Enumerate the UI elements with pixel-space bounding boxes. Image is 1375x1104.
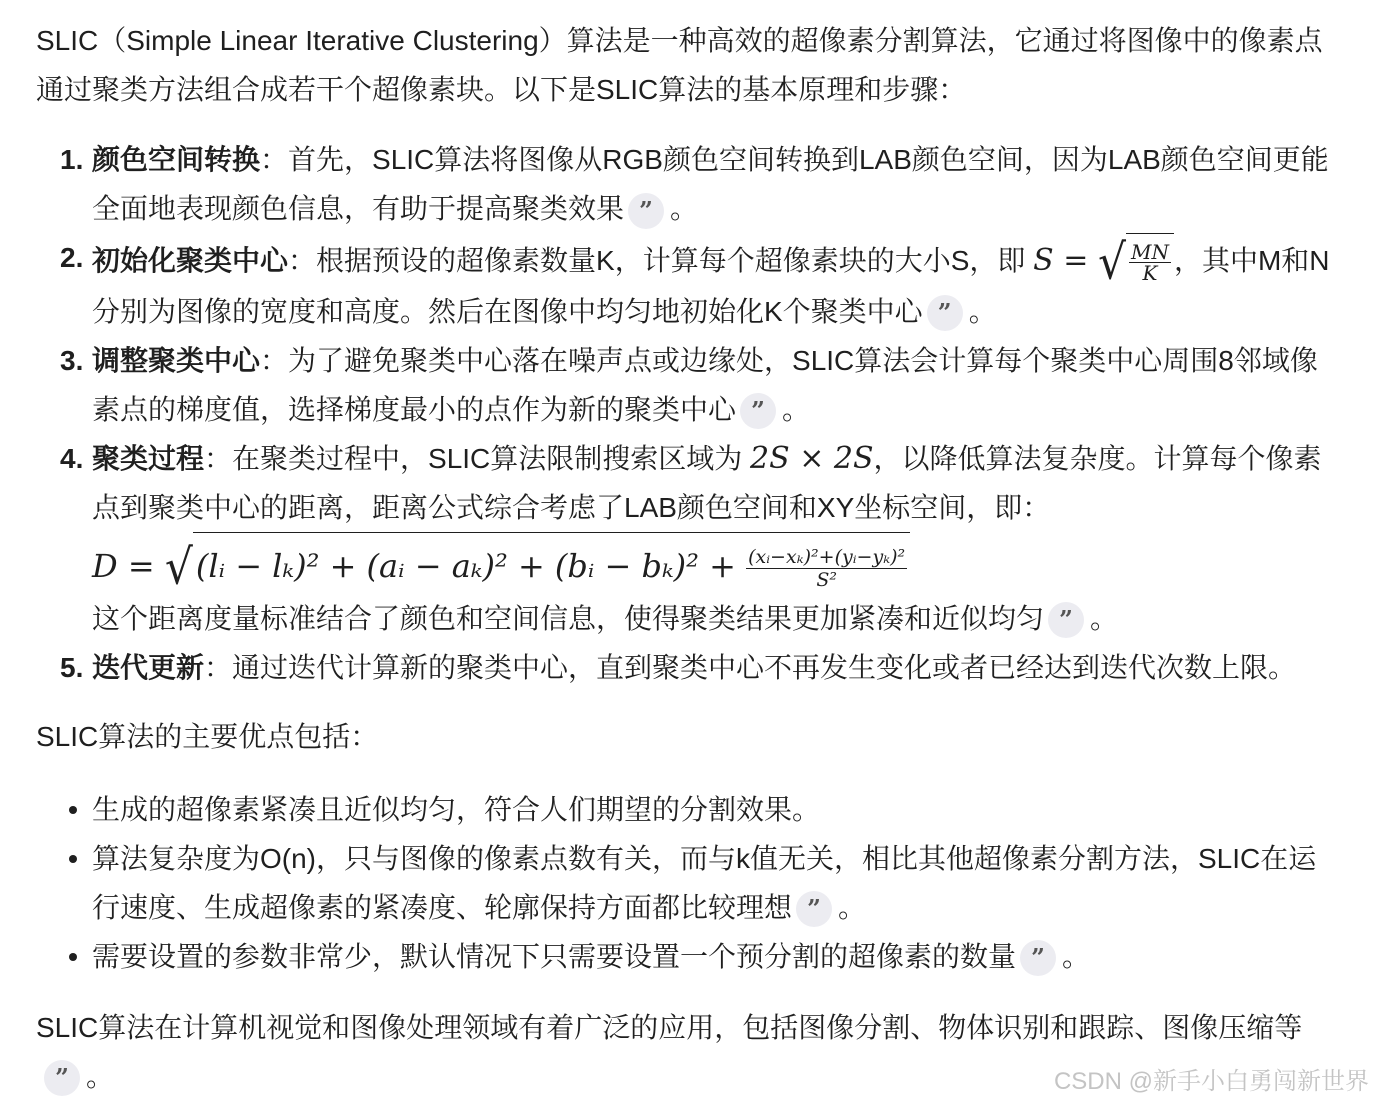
formula-lhs: D = xyxy=(92,546,155,585)
math-lhs: S = xyxy=(1033,243,1089,278)
step-text: ：根据预设的超像素数量K，计算每个超像素块的大小S，即 xyxy=(288,245,1034,276)
step-number: 3. xyxy=(60,344,84,376)
article-body xyxy=(36,16,1336,1101)
intro-paragraph: SLIC（Simple Linear Iterative Clustering）算法是一种高效的超像素分割算法，它通过将图像中的像素点通过聚类方法组合成若干个超像素块。以下是SLIC算法的基本原理和步骤： xyxy=(36,25,1323,105)
citation-icon[interactable]: ” xyxy=(628,193,664,229)
step-term: 聚类过程 xyxy=(92,442,205,474)
step-term: 颜色空间转换 xyxy=(92,144,261,175)
step-text-c: 这个距离度量标准结合了颜色和空间信息，使得聚类结果更加紧凑和近似均匀 xyxy=(92,602,1045,634)
step-end: 。 xyxy=(782,393,811,425)
step-end: 。 xyxy=(670,193,699,224)
step-end: 。 xyxy=(1090,602,1119,634)
sqrt-body xyxy=(193,532,910,597)
step-term: 迭代更新 xyxy=(92,651,205,683)
advantage-item xyxy=(36,932,1336,981)
step-term: 调整聚类中心 xyxy=(92,344,261,376)
bullet-icon xyxy=(69,953,77,961)
distance-formula xyxy=(92,539,910,596)
step-text: ：在聚类过程中，SLIC算法限制搜索区域为 xyxy=(204,442,751,474)
advantage-text: 需要设置的参数非常少，默认情况下只需要设置一个预分割的超像素的数量 xyxy=(92,940,1017,972)
advantage-end: 。 xyxy=(1062,940,1091,972)
advantages-heading: SLIC算法的主要优点包括： xyxy=(36,720,379,752)
fraction-denominator: K xyxy=(1142,260,1158,285)
citation-icon[interactable]: ” xyxy=(1048,602,1084,638)
step-text: ：通过迭代计算新的聚类中心，直到聚类中心不再发生变化或者已经达到迭代次数上限。 xyxy=(204,651,1297,683)
math-search-region: 2S × 2S xyxy=(750,440,874,476)
steps-list xyxy=(36,135,1336,692)
outro-end: 。 xyxy=(86,1060,115,1092)
outro-text: SLIC算法在计算机视觉和图像处理领域有着广泛的应用，包括图像分割、物体识别和跟踪、图像压缩等 xyxy=(36,1011,1303,1043)
step-item-4 xyxy=(36,434,1336,643)
fraction-numerator: (xᵢ−xₖ)²+(yᵢ−yₖ)² xyxy=(748,545,906,568)
step-end: 。 xyxy=(968,295,997,327)
math-s-formula xyxy=(1033,233,1174,291)
bullet-icon xyxy=(69,806,77,814)
step-number: 2. xyxy=(60,242,84,273)
fraction-numerator: MN xyxy=(1130,239,1169,264)
formula-body: (lᵢ − lₖ)² + (aᵢ − aₖ)² + (bᵢ − bₖ)² + xyxy=(195,546,747,585)
csdn-watermark: CSDN @新手小白勇闯新世界 xyxy=(1053,1068,1369,1095)
fraction xyxy=(746,546,907,591)
step-term: 初始化聚类中心 xyxy=(92,245,289,276)
fraction-denominator: S² xyxy=(816,568,837,591)
advantage-end: 。 xyxy=(838,891,867,923)
bullet-icon xyxy=(69,855,77,863)
step-text: ：首先，SLIC算法将图像从RGB颜色空间转换到LAB颜色空间，因为LAB颜色空间更能全面地表现颜色信息，有助于提高聚类效果 xyxy=(92,144,1329,224)
citation-icon[interactable]: ” xyxy=(796,891,832,927)
sqrt-symbol: √ xyxy=(164,539,193,596)
step-text-b: ，以降低算法复杂度。计算每个像素点到聚类中心的距离，距离公式综合考虑了LAB颜色空间和XY坐标空间，即： xyxy=(92,442,1322,523)
step-item-1 xyxy=(36,135,1336,233)
step-text-b: ，其中M和N分别为图像的宽度和高度。然后在图像中均匀地初始化K个聚类中心 xyxy=(92,245,1330,327)
citation-icon[interactable]: ” xyxy=(927,295,963,331)
citation-icon[interactable]: ” xyxy=(740,393,776,429)
fraction xyxy=(1129,239,1171,285)
advantage-text: 算法复杂度为O(n)，只与图像的像素点数有关，而与k值无关，相比其他超像素分割方法，SLIC在运行速度、生成超像素的紧凑度、轮廓保持方面都比较理想 xyxy=(92,842,1317,923)
advantage-item xyxy=(36,785,1336,834)
step-item-5 xyxy=(36,643,1336,692)
sqrt-body xyxy=(1126,233,1174,285)
distance-formula-line xyxy=(92,532,1336,594)
advantage-text: 生成的超像素紧凑且近似均匀，符合人们期望的分割效果。 xyxy=(92,793,821,825)
step-number: 4. xyxy=(60,442,84,474)
step-number: 1. xyxy=(60,144,84,175)
step-number: 5. xyxy=(60,651,84,683)
citation-icon[interactable]: ” xyxy=(44,1060,80,1096)
step-item-3 xyxy=(36,336,1336,434)
citation-icon[interactable]: ” xyxy=(1020,940,1056,976)
step-text: ：为了避免聚类中心落在噪声点或边缘处，SLIC算法会计算每个聚类中心周围8邻域像素点的梯度值，选择梯度最小的点作为新的聚类中心 xyxy=(92,344,1318,425)
advantages-list xyxy=(36,785,1336,981)
advantage-item xyxy=(36,834,1336,932)
step-item-2 xyxy=(36,233,1336,336)
sqrt-symbol: √ xyxy=(1097,233,1126,291)
